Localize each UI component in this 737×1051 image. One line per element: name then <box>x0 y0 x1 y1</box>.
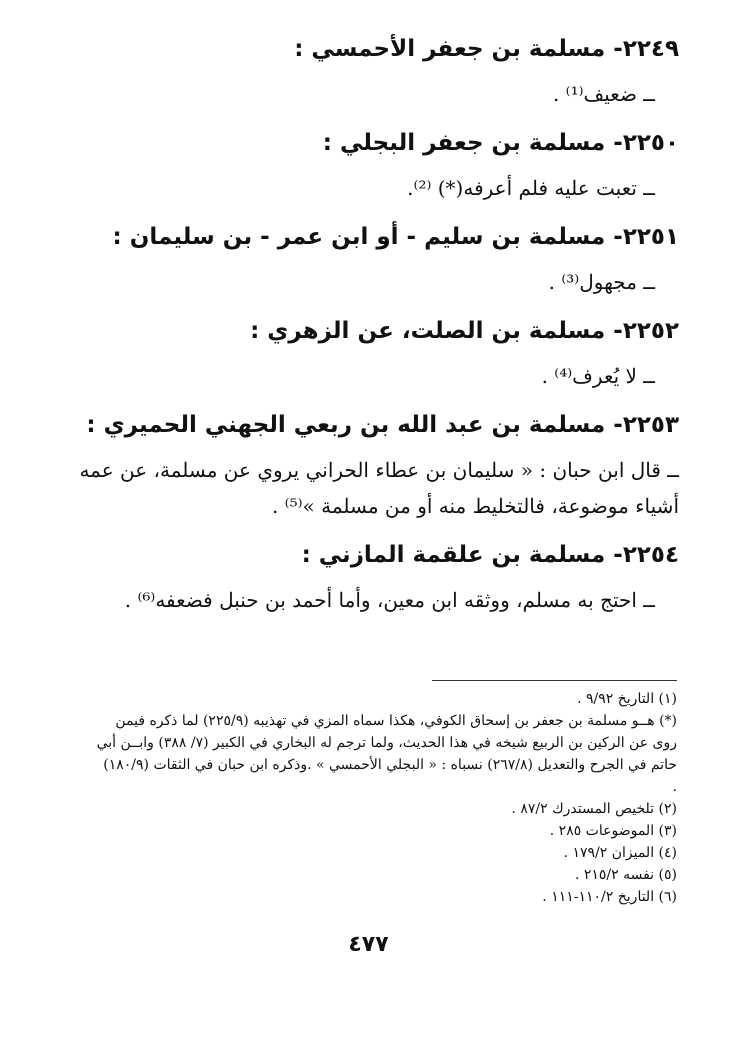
footnote: (٤) الميزان ١٧٩/٢ . <box>563 845 677 861</box>
footnote-divider <box>432 680 677 681</box>
entry-body: ــ تعبت عليه فلم أعرفه(*) ⁽²⁾. <box>407 176 655 200</box>
entry-heading: ٢٢٥٣- مسلمة بن عبد الله بن ربعي الجهني الحميري : <box>86 412 679 438</box>
entry-2251 <box>60 218 679 300</box>
entry-heading: ٢٢٥٢- مسلمة بن الصلت، عن الزهري : <box>250 318 679 344</box>
entry-2249 <box>60 30 679 112</box>
footnote: (٢) تلخيص المستدرك ٨٧/٢ . <box>511 801 677 817</box>
entry-body: ــ مجهول⁽³⁾ . <box>548 270 655 294</box>
entry-heading: ٢٢٥٠- مسلمة بن جعفر البجلي : <box>322 130 679 156</box>
footnotes <box>96 688 677 908</box>
entry-2253 <box>60 406 679 524</box>
entry-2252 <box>60 312 679 394</box>
entry-2254 <box>60 536 679 618</box>
main-text <box>60 30 679 630</box>
entry-heading: ٢٢٥٤- مسلمة بن علقمة المازني : <box>301 542 679 568</box>
footnote: (*) هــو مسلمة بن جعفر بن إسحاق الكوفي، هكذا سماه المزي في تهذيبه (٢٢٥/٩) لما ذكره فيمن روى عن الركين بن الربيع شيخه في هذا الحديث، ولما ترجم له البخاري في الكبير (٧/ ٣٨٨) وابــن أبي حاتم في الجرح والتعديل (٢٦٧/٨) نسباه : « البجلي الأحمسي » .وذكره ابن حبان في الثقات (١٨٠/٩) . <box>96 713 677 795</box>
footnote: (٦) التاريخ ١١٠/٢-١١١ . <box>542 889 677 905</box>
entry-body: ــ ضعيف⁽¹⁾ . <box>552 82 655 106</box>
entry-heading: ٢٢٤٩- مسلمة بن جعفر الأحمسي : <box>294 36 679 62</box>
page-number: ٤٧٧ <box>348 932 389 957</box>
entry-2250 <box>60 124 679 206</box>
footnote: (٥) نفسه ٢١٥/٢ . <box>574 867 677 883</box>
entry-heading: ٢٢٥١- مسلمة بن سليم - أو ابن عمر - بن سليمان : <box>112 224 679 250</box>
entry-body: ــ قال ابن حبان : « سليمان بن عطاء الحراني يروي عن مسلمة، عن عمه أشياء موضوعة، فالتخليط منه أو من مسلمة »⁽⁵⁾ . <box>79 458 679 518</box>
entry-body: ــ لا يُعرف⁽⁴⁾ . <box>541 364 655 388</box>
entry-body: ــ احتج به مسلم، ووثقه ابن معين، وأما أحمد بن حنبل فضعفه⁽⁶⁾ . <box>124 588 655 612</box>
footnote: (١) التاريخ ٩/٩٢ . <box>577 691 677 707</box>
footnote: (٣) الموضوعات ٢٨٥ . <box>549 823 677 839</box>
